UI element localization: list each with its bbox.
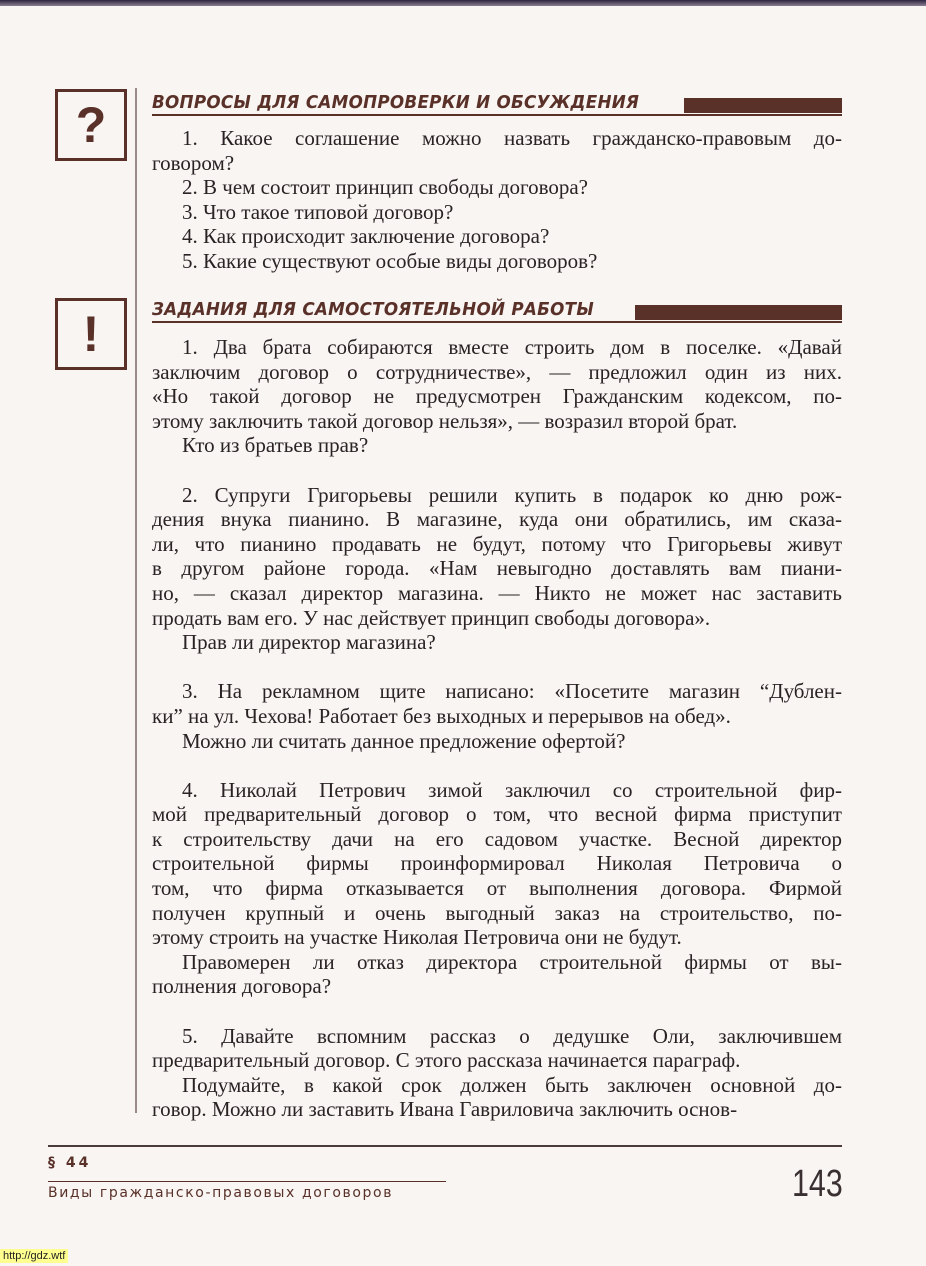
- task-item: [152, 335, 842, 458]
- tasks-heading: [152, 297, 842, 323]
- text-line: ки” на ул. Чехова! Работает без выходных и перерывов на обед».: [152, 703, 731, 728]
- tasks-list: [152, 335, 842, 1122]
- text-line: этому заключить такой договор нельзя», — возразил второй брат.: [152, 408, 738, 433]
- text-line: этому строить на участке Николая Петровича они не будут.: [152, 925, 682, 950]
- text-line: 3. На рекламном щите написано: «Посетите магазин “Дублен-: [182, 679, 842, 704]
- spacer: [152, 458, 842, 483]
- watermark-link[interactable]: http://gdz.wtf: [0, 1249, 68, 1263]
- text-line: 2. Супруги Григорьевы решили купить в подарок ко дню рож-: [182, 482, 842, 507]
- task-paragraph: [152, 630, 842, 655]
- spacer: [152, 753, 842, 778]
- page-number: 143: [792, 1163, 843, 1205]
- text-line: говор. Можно ли заставить Ивана Гавриловича заключить основ-: [152, 1097, 738, 1122]
- tasks-heading-text: ЗАДАНИЯ ДЛЯ САМОСТОЯТЕЛЬНОЙ РАБОТЫ: [152, 299, 594, 320]
- exclamation-mark-icon: !: [55, 298, 127, 370]
- text-line: мой предварительный договор о том, что весной фирма приступит: [152, 802, 842, 827]
- questions-heading: [152, 90, 842, 116]
- task-paragraph: [152, 1073, 842, 1122]
- question-item: [152, 224, 842, 249]
- task-paragraph: [152, 335, 842, 433]
- text-line: строительной фирмы проинформировал Николая Петровича о: [152, 851, 842, 876]
- text-line: ли, что пианино продавать не будут, потому что Григорьевы живут: [152, 531, 842, 556]
- spacer: [152, 999, 842, 1024]
- task-paragraph: [152, 433, 842, 458]
- text-line: в другом районе города. «Нам невыгодно доставлять вам пиани-: [152, 556, 842, 581]
- text-line: Правомерен ли отказ директора строительной фирмы от вы-: [182, 949, 842, 974]
- text-line: получен крупный и очень выгодный заказ на строительство, по-: [152, 900, 842, 925]
- text-line: заключим договор о сотрудничестве», — предложил один из них.: [152, 359, 842, 384]
- text-line: продать вам его. У нас действует принцип свободы договора».: [152, 605, 711, 630]
- text-line: говором?: [152, 150, 235, 175]
- text-line: 2. В чем состоит принцип свободы договора?: [182, 175, 588, 200]
- text-line: 1. Какое соглашение можно назвать гражданско-правовым до-: [182, 126, 842, 150]
- text-line: предварительный договор. С этого рассказа начинается параграф.: [152, 1048, 741, 1073]
- questions-list: [152, 126, 842, 274]
- task-paragraph: [152, 950, 842, 999]
- text-line: 5. Давайте вспомним рассказ о дедушке Оли, заключившем: [182, 1023, 842, 1048]
- section-number: § 44: [48, 1155, 92, 1171]
- text-line: дения внука пианино. В магазине, куда они обратились, им сказа-: [152, 507, 842, 532]
- text-line: Подумайте, в какой срок должен быть заключен основной до-: [182, 1072, 842, 1097]
- text-line: 3. Что такое типовой договор?: [182, 199, 454, 224]
- text-line: «Но такой договор не предусмотрен Гражданским кодексом, по-: [152, 384, 842, 409]
- text-line: но, — сказал директор магазина. — Никто не может нас заставить: [152, 580, 842, 605]
- text-line: полнения договора?: [152, 974, 332, 999]
- margin-rule: [135, 88, 137, 1113]
- question-item: [152, 249, 842, 274]
- task-paragraph: [152, 1024, 842, 1073]
- spacer: [152, 655, 842, 680]
- text-line: Прав ли директор магазина?: [182, 630, 436, 655]
- text-line: 4. Как происходит заключение договора?: [182, 224, 550, 249]
- task-paragraph: [152, 778, 842, 950]
- text-line: том, что фирма отказывается от выполнения договора. Фирмой: [152, 876, 842, 901]
- section-title: Виды гражданско-правовых договоров: [48, 1185, 394, 1201]
- question-item: [152, 200, 842, 225]
- task-paragraph: [152, 729, 842, 754]
- task-item: [152, 679, 842, 753]
- question-item: [152, 175, 842, 200]
- questions-heading-text: ВОПРОСЫ ДЛЯ САМОПРОВЕРКИ И ОБСУЖДЕНИЯ: [152, 92, 640, 113]
- heading-bar: [635, 305, 842, 320]
- task-item: [152, 778, 842, 999]
- text-line: 5. Какие существуют особые виды договоров?: [182, 248, 598, 273]
- section-underline: [48, 1181, 446, 1182]
- task-paragraph: [152, 483, 842, 631]
- question-item: [152, 126, 842, 175]
- task-item: [152, 1024, 842, 1122]
- question-mark-icon: ?: [55, 89, 127, 161]
- heading-bar: [684, 98, 842, 113]
- text-line: 1. Два брата собираются вместе строить дом в поселке. «Давай: [182, 335, 842, 359]
- text-line: Можно ли считать данное предложение офертой?: [182, 728, 626, 753]
- task-item: [152, 483, 842, 655]
- task-paragraph: [152, 679, 842, 728]
- text-line: Кто из братьев прав?: [182, 433, 369, 458]
- footer-rule: [48, 1145, 842, 1147]
- text-line: к строительству дачи на его садовом участке. Весной директор: [152, 826, 842, 851]
- text-line: 4. Николай Петрович зимой заключил со строительной фир-: [182, 777, 842, 802]
- page-top-edge: [0, 0, 926, 6]
